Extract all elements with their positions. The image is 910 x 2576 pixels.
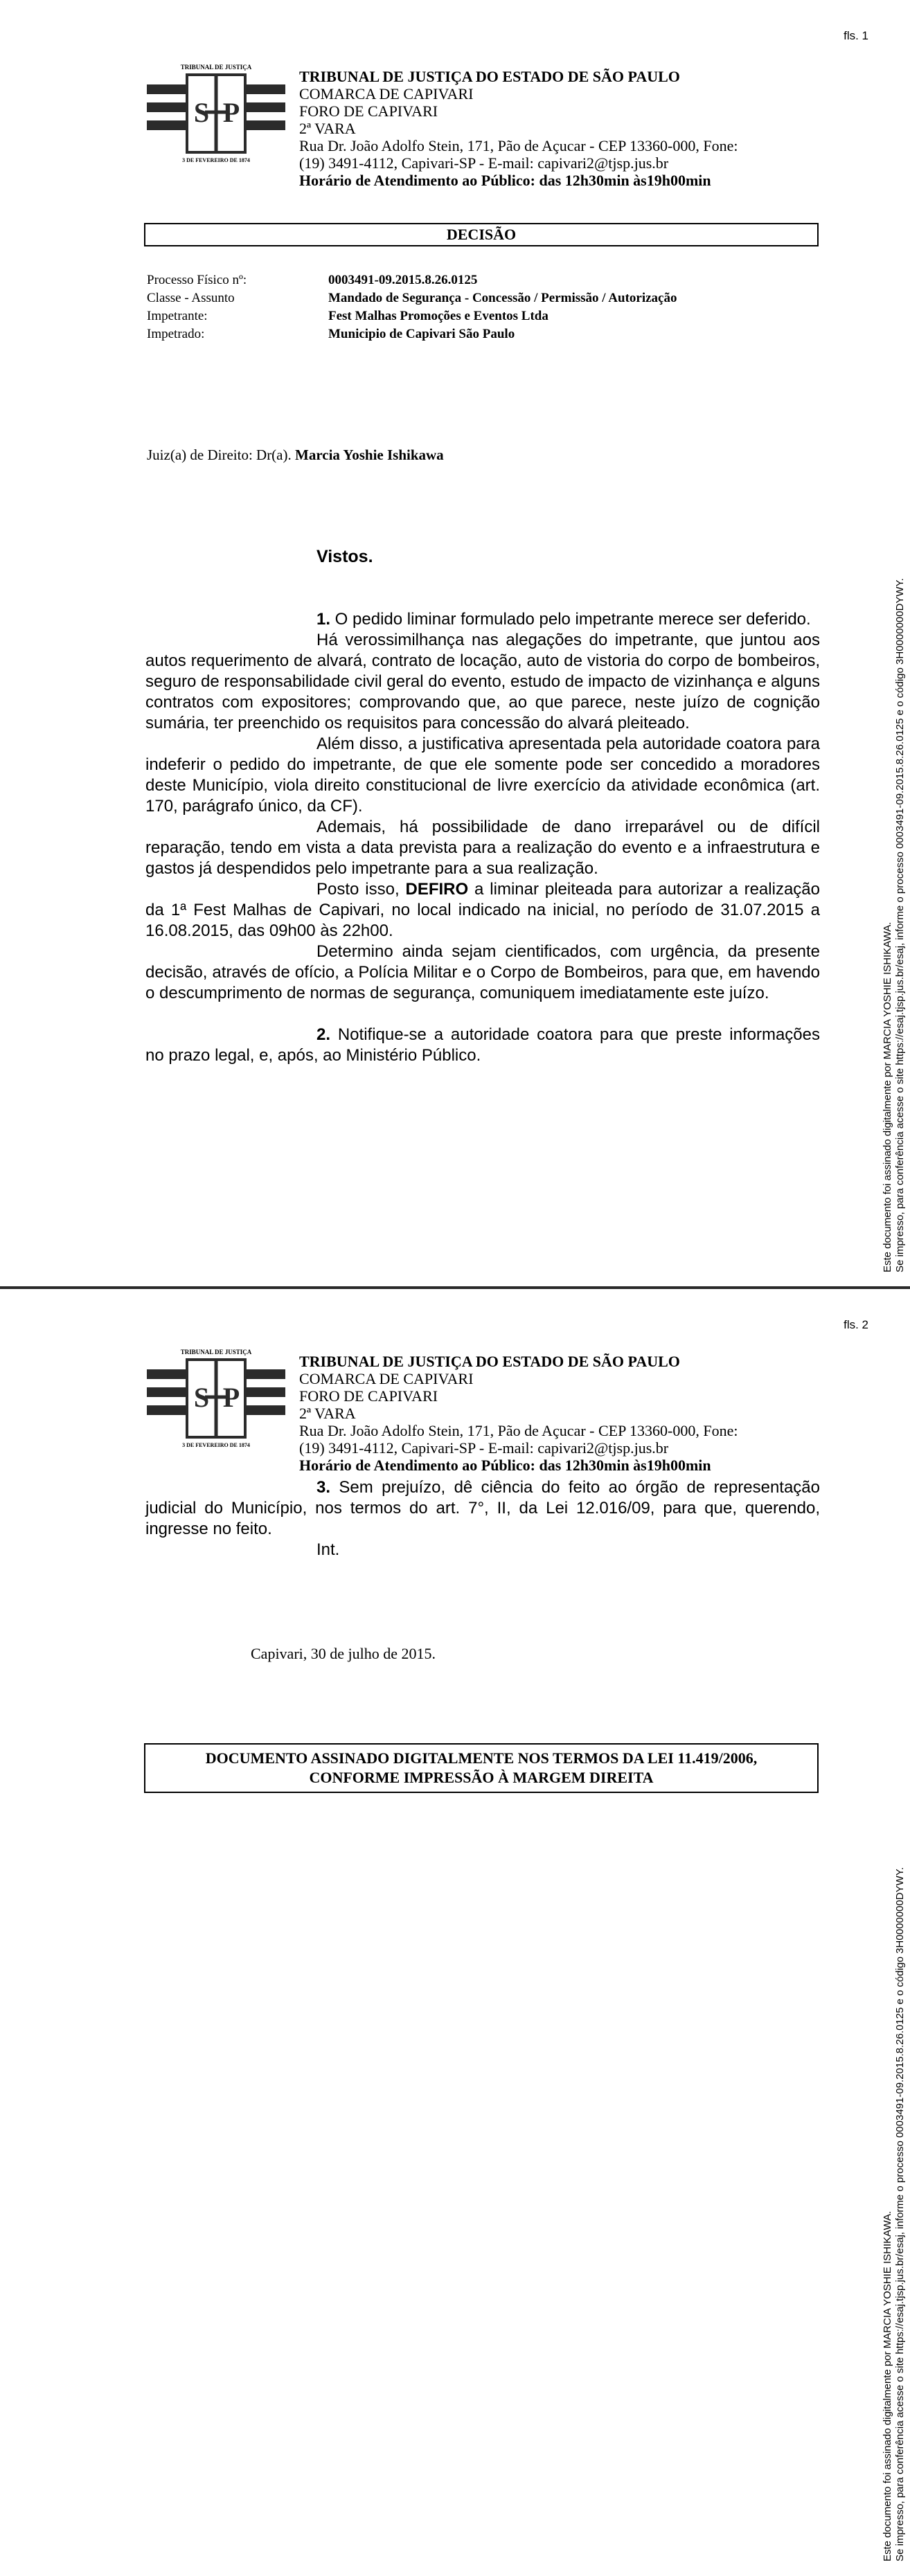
logo-letter-p: P (222, 1382, 240, 1413)
paragraph-number: 2. (316, 1025, 331, 1044)
court-name: TRIBUNAL DE JUSTIÇA DO ESTADO DE SÃO PAULO (299, 1353, 680, 1370)
logo-letter-p: P (222, 97, 240, 128)
process-value: Mandado de Segurança - Concessão / Permissão / Autorização (328, 291, 677, 305)
paragraph: Além disso, a justificativa apresentada pela autoridade coatora para indeferir o pedido do impetrante, de que ele somente pode ser concedido a moradores deste Município, viola direito constitucional de livre exercício da atividade econômica (art. 170, parágrafo único, da CF). (145, 735, 820, 816)
court-hours: Horário de Atendimento ao Público: das 12h30min às19h00min (299, 1457, 711, 1474)
folio-number: fls. 2 (844, 1318, 868, 1331)
judge-name: Marcia Yoshie Ishikawa (295, 447, 444, 463)
logo-top-text: TRIBUNAL DE JUSTIÇA (180, 64, 252, 71)
court-info (299, 68, 738, 189)
process-row (147, 289, 677, 307)
process-row (147, 271, 677, 289)
process-label: Classe - Assunto (147, 291, 235, 305)
folio-number: fls. 1 (844, 29, 868, 42)
signature-note-line1: Este documento foi assinado digitalmente por MARCIA YOSHIE ISHIKAWA. (882, 2210, 893, 2561)
comarca: COMARCA DE CAPIVARI (299, 85, 474, 102)
decision-title-box (144, 223, 819, 246)
defiro-keyword: DEFIRO (405, 880, 469, 899)
process-value: Fest Malhas Promoções e Eventos Ltda (328, 309, 548, 323)
process-label: Processo Físico nº: (147, 273, 247, 287)
signature-note-line1: Este documento foi assinado digitalmente por MARCIA YOSHIE ISHIKAWA. (882, 921, 893, 1272)
paragraph-text: O pedido liminar formulado pelo impetrante merece ser deferido. (330, 610, 811, 629)
tjsp-logo (147, 58, 285, 170)
judge-prefix: Juiz(a) de Direito: Dr(a). (147, 447, 292, 463)
decision-body-continued (145, 1477, 820, 1560)
paragraph-number: 1. (316, 610, 331, 629)
logo-letter-s: S (193, 1382, 210, 1413)
vara: 2ª VARA (299, 120, 356, 137)
court-name: TRIBUNAL DE JUSTIÇA DO ESTADO DE SÃO PAULO (299, 68, 680, 85)
paragraph-text: Notifique-se a autoridade coatora para que preste informações no prazo legal, e, após, ao Ministério Público. (145, 1025, 820, 1065)
signature-box-line1: DOCUMENTO ASSINADO DIGITALMENTE NOS TERMOS DA LEI 11.419/2006, (205, 1749, 758, 1767)
logo-bottom-text: 3 DE FEVEREIRO DE 1874 (182, 157, 250, 163)
document-page-2 (0, 1289, 910, 2576)
paragraph-text: Sem prejuízo, dê ciência do feito ao órgão de representação judicial do Município, nos termos do art. 7°, II, da Lei 12.016/09, para que, querendo, ingresse no feito. (145, 1478, 820, 1538)
process-row (147, 307, 677, 325)
process-label: Impetrado: (147, 327, 205, 341)
process-row (147, 325, 677, 343)
process-label: Impetrante: (147, 309, 208, 323)
court-contact: (19) 3491-4112, Capivari-SP - E-mail: capivari2@tjsp.jus.br (299, 154, 669, 172)
logo-letter-s: S (193, 97, 210, 128)
vara: 2ª VARA (299, 1405, 356, 1422)
digital-signature-box (144, 1743, 819, 1793)
paragraph (145, 879, 820, 942)
paragraph: Ademais, há possibilidade de dano irreparável ou de difícil reparação, tendo em vista a data prevista para a realização do evento e a infraestrutura e gastos já despendidos pelo impetrante para a sua realização. (145, 818, 820, 878)
foro: FORO DE CAPIVARI (299, 1387, 438, 1405)
judge-line (147, 447, 444, 464)
paragraph-text: Posto isso, (316, 880, 406, 899)
court-header (147, 1343, 826, 1495)
decision-body (145, 609, 820, 1066)
logo-top-text: TRIBUNAL DE JUSTIÇA (180, 1349, 252, 1355)
court-address: Rua Dr. João Adolfo Stein, 171, Pão de Açucar - CEP 13360-000, Fone: (299, 137, 738, 154)
vistos-heading: Vistos. (316, 547, 373, 566)
paragraph: Determino ainda sejam cientificados, com urgência, da presente decisão, através de ofício, a Polícia Militar e o Corpo de Bombeiros, para que, em havendo o descumprimento de normas de segurança, comuniquem imediatamente este juízo. (145, 942, 820, 1002)
process-value: 0003491-09.2015.8.26.0125 (328, 273, 478, 287)
place-date: Capivari, 30 de julho de 2015. (251, 1645, 436, 1662)
tjsp-logo (147, 1343, 285, 1455)
paragraph: Há verossimilhança nas alegações do impetrante, que juntou aos autos requerimento de alvará, contrato de locação, auto de vistoria do corpo de bombeiros, seguro de responsabilidade civil geral do evento, estudo de impacto de vizinhança e alguns contratos com expositores; comprovando que, ao que parece, neste juízo de cognição sumária, ter preenchido os requisitos para concessão do alvará pleiteado. (145, 631, 820, 732)
court-header (147, 58, 826, 210)
decision-title: DECISÃO (446, 226, 517, 243)
signature-note-line2: Se impresso, para conferência acesse o site https://esaj.tjsp.jus.br/esaj, informe o processo 0003491-09.2015.8.26.0125 e o código 3H0000000DYWY. (894, 1867, 906, 2561)
paragraph (145, 1025, 820, 1066)
logo-bottom-text: 3 DE FEVEREIRO DE 1874 (182, 1442, 250, 1448)
court-address: Rua Dr. João Adolfo Stein, 171, Pão de Açucar - CEP 13360-000, Fone: (299, 1422, 738, 1439)
digital-signature-margin-note (880, 1621, 907, 2563)
int-note: Int. (316, 1540, 340, 1559)
process-info (147, 271, 677, 343)
paragraph (145, 609, 820, 630)
signature-note-line2: Se impresso, para conferência acesse o site https://esaj.tjsp.jus.br/esaj, informe o processo 0003491-09.2015.8.26.0125 e o código 3H0000000DYWY. (894, 578, 906, 1272)
process-value: Municipio de Capivari São Paulo (328, 327, 515, 341)
digital-signature-margin-note (880, 332, 907, 1274)
paragraph-number: 3. (316, 1478, 331, 1497)
court-hours: Horário de Atendimento ao Público: das 12h30min às19h00min (299, 172, 711, 189)
foro: FORO DE CAPIVARI (299, 102, 438, 120)
comarca: COMARCA DE CAPIVARI (299, 1370, 474, 1387)
court-contact: (19) 3491-4112, Capivari-SP - E-mail: capivari2@tjsp.jus.br (299, 1439, 669, 1457)
court-info (299, 1353, 738, 1474)
paragraph (145, 1477, 820, 1540)
signature-box-line2: CONFORME IMPRESSÃO À MARGEM DIREITA (309, 1769, 654, 1786)
paragraph-text: a liminar pleiteada para autorizar a realização da 1ª Fest Malhas de Capivari, no local indicado na inicial, no período de 31.07.2015 a 16.08.2015, das 09h00 às 22h00. (145, 880, 820, 940)
